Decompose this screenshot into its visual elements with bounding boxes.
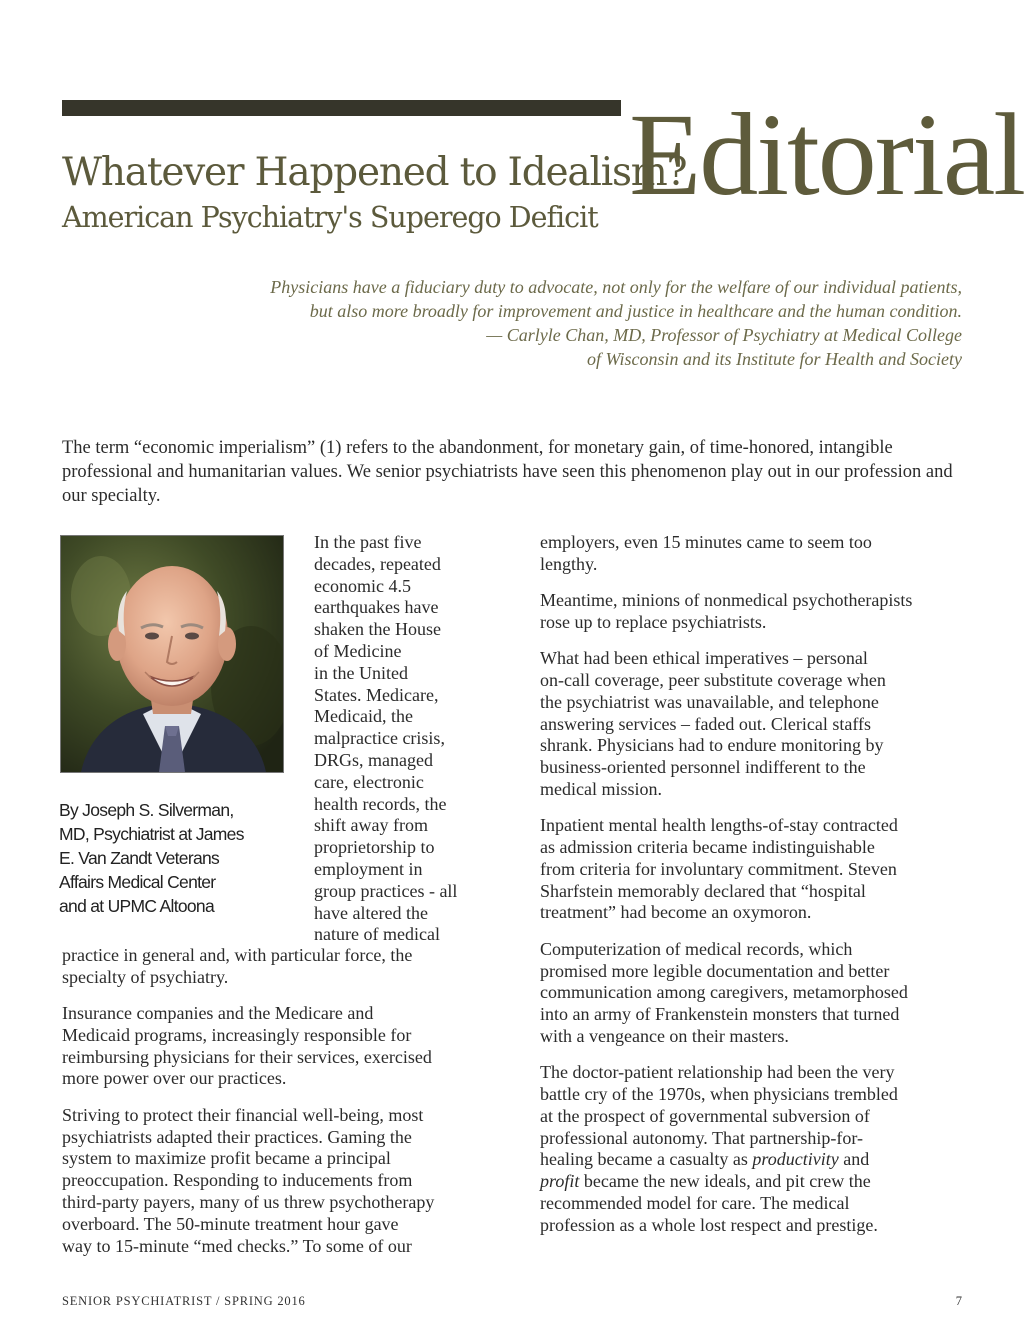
- body-line: practice in general and, with particular force, the: [62, 945, 413, 965]
- body-line: of Medicine: [314, 640, 402, 661]
- body-column-right: [540, 532, 970, 1237]
- paragraph-gap: [540, 634, 970, 649]
- epigraph-line: Physicians have a fiduciary duty to advocate, not only for the welfare of our individual patients,: [270, 277, 962, 297]
- paragraph-gap: [540, 801, 970, 816]
- body-column-narrow: [314, 532, 514, 946]
- body-line: employment in: [314, 858, 423, 879]
- body-line: nature of medical: [314, 924, 440, 945]
- body-line: Medicaid, the: [314, 706, 413, 727]
- body-line: shaken the House: [314, 619, 441, 640]
- byline-line: MD, Psychiatrist at James: [59, 824, 244, 844]
- body-line: Inpatient mental health lengths-of-stay contracted: [540, 815, 898, 836]
- byline-line: E. Van Zandt Veterans: [59, 848, 220, 868]
- body-line: from criteria for involuntary commitment. Steven: [540, 858, 897, 879]
- body-line: third-party payers, many of us threw psychotherapy: [62, 1191, 435, 1212]
- body-line: medical mission.: [540, 778, 662, 799]
- author-photo: [60, 535, 284, 773]
- body-line: business-oriented personnel indifferent to the: [540, 757, 866, 778]
- body-line: Medicaid programs, increasingly responsible for: [62, 1024, 412, 1045]
- body-line: recommended model for care. The medical: [540, 1193, 850, 1214]
- epigraph-quote: [162, 275, 962, 371]
- body-text: and: [838, 1149, 870, 1170]
- body-line: shift away from: [314, 815, 428, 836]
- body-line: professional autonomy. That partnership-for-: [540, 1127, 864, 1148]
- body-line: Meantime, minions of nonmedical psychotherapists: [540, 590, 913, 611]
- body-line: answering services – faded out. Clerical staffs: [540, 713, 872, 734]
- body-line: economic 4.5: [314, 575, 411, 596]
- body-line: communication among caregivers, metamorphosed: [540, 982, 908, 1003]
- body-line: earthquakes have: [314, 597, 439, 618]
- page-number: 7: [955, 1294, 962, 1308]
- body-line: on-call coverage, peer substitute coverage when: [540, 669, 886, 690]
- paragraph-gap: [62, 1090, 492, 1105]
- section-title: Editorial: [621, 96, 1024, 214]
- body-line: Striving to protect their financial well-being, most: [62, 1104, 424, 1125]
- body-line: What had been ethical imperatives – personal: [540, 648, 868, 669]
- body-line: treatment” had become an oxymoron.: [540, 902, 812, 923]
- epigraph-attribution: — Carlyle Chan, MD, Professor of Psychiatry at Medical College: [486, 325, 962, 345]
- body-line: into an army of Frankenstein monsters that turned: [540, 1004, 900, 1025]
- body-text: healing became a casualty as: [540, 1149, 753, 1170]
- emphasis-productivity: productivity: [752, 1149, 839, 1170]
- body-line: in the United: [314, 662, 408, 683]
- body-line: Computerization of medical records, which: [540, 938, 853, 959]
- paragraph-gap: [540, 1048, 970, 1063]
- body-text: became the new ideals, and pit crew the: [579, 1171, 871, 1192]
- body-line: promised more legible documentation and better: [540, 960, 890, 981]
- body-line: group practices - all: [314, 880, 458, 901]
- byline-line: By Joseph S. Silverman,: [59, 800, 234, 820]
- body-line: preoccupation. Responding to inducements from: [62, 1170, 413, 1191]
- body-line: DRGs, managed: [314, 749, 433, 770]
- paragraph-gap: [62, 989, 492, 1004]
- body-line: decades, repeated: [314, 553, 441, 574]
- article-title: Whatever Happened to Idealism?: [62, 150, 687, 195]
- body-line: lengthy.: [540, 553, 598, 574]
- paragraph-gap: [540, 924, 970, 939]
- body-line: The doctor-patient relationship had been the very: [540, 1062, 895, 1083]
- intro-paragraph: The term “economic imperialism” (1) refers to the abandonment, for monetary gain, of time-honored, intangible professional and humanitarian values. We senior psychiatrists have seen this phenomenon play out in our profession and our specialty.: [62, 438, 953, 506]
- body-line: system to maximize profit became a principal: [62, 1148, 391, 1169]
- body-line: rose up to replace psychiatrists.: [540, 611, 767, 632]
- body-line: Insurance companies and the Medicare and: [62, 1003, 374, 1024]
- body-line: have altered the: [314, 902, 428, 923]
- body-line: In the past five: [314, 532, 422, 552]
- body-line: care, electronic: [314, 771, 424, 792]
- body-line: reimbursing physicians for their services, exercised: [62, 1046, 432, 1067]
- body-line: specialty of psychiatry.: [62, 966, 229, 987]
- body-line: the psychiatrist was unavailable, and telephone: [540, 691, 879, 712]
- body-line: more power over our practices.: [62, 1068, 287, 1089]
- body-line: as admission criteria became indistinguishable: [540, 837, 875, 858]
- emphasis-profit: profit: [540, 1171, 580, 1192]
- body-line: Sharfstein memorably declared that “hospital: [540, 880, 866, 901]
- body-line: battle cry of the 1970s, when physicians trembled: [540, 1084, 898, 1105]
- article-subtitle: American Psychiatry's Superego Deficit: [62, 201, 598, 234]
- footer-publication: SENIOR PSYCHIATRIST / SPRING 2016: [62, 1294, 306, 1308]
- body-column-left: [62, 945, 492, 1257]
- epigraph-line: but also more broadly for improvement and justice in healthcare and the human condition.: [309, 301, 962, 321]
- body-line: at the prospect of governmental subversion of: [540, 1105, 870, 1126]
- author-portrait-image: [61, 536, 283, 772]
- epigraph-attribution: of Wisconsin and its Institute for Health and Society: [587, 349, 962, 369]
- body-line: shrank. Physicians had to endure monitoring by: [540, 735, 884, 756]
- byline-line: and at UPMC Altoona: [59, 896, 214, 916]
- body-line: health records, the: [314, 793, 447, 814]
- body-line: proprietorship to: [314, 837, 435, 858]
- body-line: employers, even 15 minutes came to seem too: [540, 532, 872, 552]
- body-line: profession as a whole lost respect and prestige.: [540, 1214, 878, 1235]
- body-line: [540, 1171, 970, 1193]
- body-line: way to 15-minute “med checks.” To some of our: [62, 1235, 412, 1256]
- paragraph-gap: [540, 576, 970, 591]
- author-byline: [59, 798, 289, 918]
- body-line: malpractice crisis,: [314, 728, 445, 749]
- body-line: with a vengeance on their masters.: [540, 1025, 789, 1046]
- body-line: [540, 1149, 970, 1171]
- body-line: overboard. The 50-minute treatment hour gave: [62, 1213, 399, 1234]
- body-line: psychiatrists adapted their practices. Gaming the: [62, 1126, 412, 1147]
- byline-line: Affairs Medical Center: [59, 872, 216, 892]
- body-line: States. Medicare,: [314, 684, 439, 705]
